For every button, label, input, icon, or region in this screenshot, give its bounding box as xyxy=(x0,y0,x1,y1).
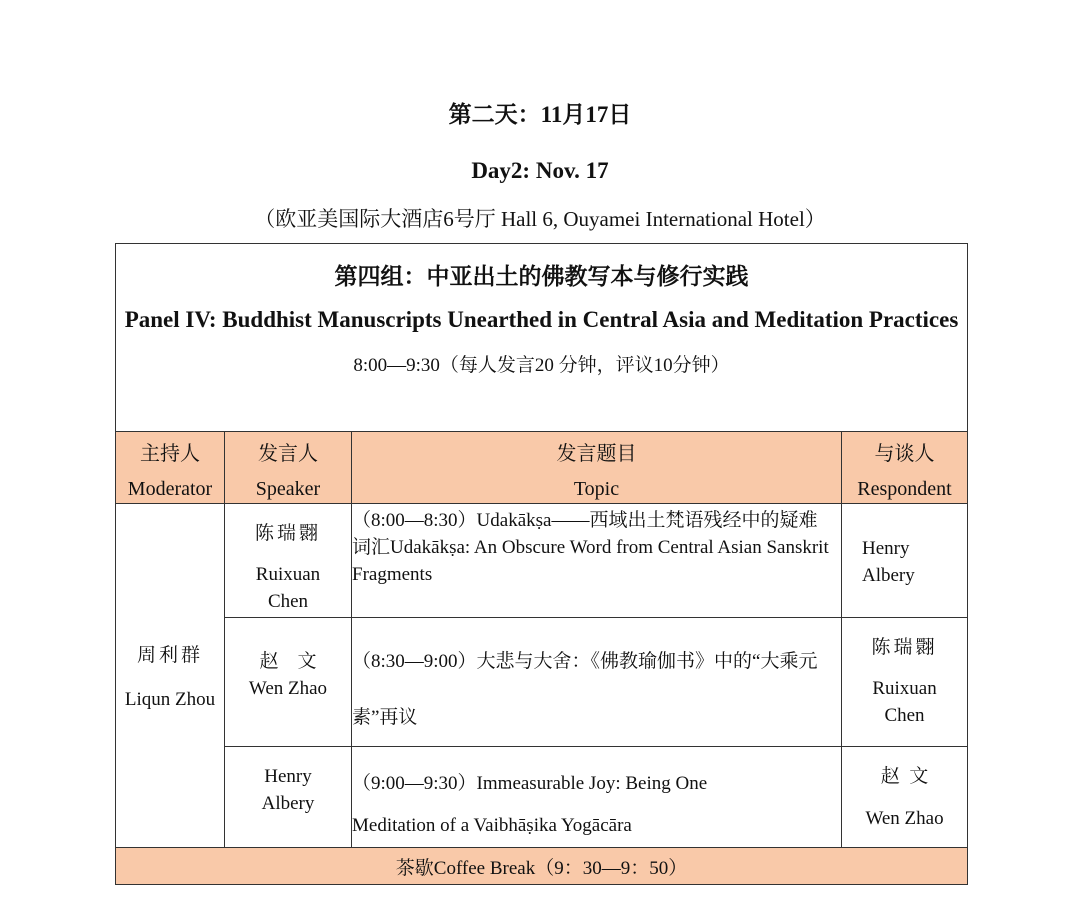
topic-text: （8:00—8:30）Udakākṣa——西域出土梵语残经中的疑难词汇Udakākṣa: An Obscure Word from Central Asian Sanskrit Fragments xyxy=(352,510,829,585)
col-label-en: Respondent xyxy=(857,478,952,500)
panel-title-cn: 第四组：中亚出土的佛教写本与修行实践 xyxy=(334,264,749,289)
respondent-name-en: Henry Albery xyxy=(862,538,915,586)
moderator-name-en: Liqun Zhou xyxy=(124,689,216,710)
col-label-en: Moderator xyxy=(127,478,213,500)
table-row xyxy=(116,747,968,848)
respondent-cell xyxy=(842,504,968,618)
coffee-break: 茶歇Coffee Break（9：30—9：50） xyxy=(116,848,968,885)
col-respondent xyxy=(842,432,968,504)
table-row xyxy=(116,618,968,747)
respondent-cell xyxy=(842,747,968,848)
panel-header xyxy=(116,244,968,432)
respondent-name-cn: 赵 文 xyxy=(880,766,929,787)
topic-cell xyxy=(352,504,842,618)
speaker-cell xyxy=(225,618,352,747)
respondent-name-en: Ruixuan Chen xyxy=(872,678,937,726)
col-label-en: Speaker xyxy=(255,478,321,500)
col-speaker xyxy=(225,432,352,504)
col-label-cn: 主持人 xyxy=(140,443,200,465)
speaker-cell xyxy=(225,504,352,618)
topic-text: （9:00—9:30）Immeasurable Joy: Being One Meditation of a Vaibhāṣika Yogācāra xyxy=(352,773,708,836)
col-label-cn: 与谈人 xyxy=(874,443,935,465)
schedule-table xyxy=(115,243,968,885)
moderator-cell xyxy=(116,504,225,848)
moderator-name-cn: 周利群 xyxy=(136,645,203,666)
column-header-row xyxy=(116,432,968,504)
col-topic xyxy=(352,432,842,504)
col-label-en: Topic xyxy=(573,478,620,500)
respondent-cell xyxy=(842,618,968,747)
speaker-name-en: Henry Albery xyxy=(261,766,315,814)
speaker-cell xyxy=(225,747,352,848)
panel-time: 8:00—9:30（每人发言20 分钟，评议10分钟） xyxy=(353,355,730,376)
col-moderator xyxy=(116,432,225,504)
day-title-en: Day2: Nov. 17 xyxy=(471,158,609,183)
speaker-name-cn: 陈瑞翾 xyxy=(254,523,321,544)
topic-text: （8:30—9:00）大悲与大舍：《佛教瑜伽书》中的“大乘元素”再议 xyxy=(352,651,818,728)
day-title-cn: 第二天：11月17日 xyxy=(448,102,632,127)
speaker-name-cn: 赵 文 xyxy=(259,651,317,672)
coffee-break-row xyxy=(116,848,968,885)
respondent-name-en: Wen Zhao xyxy=(865,808,944,829)
col-label-cn: 发言题目 xyxy=(556,443,637,465)
speaker-name-en: Wen Zhao xyxy=(248,678,328,699)
speaker-name-en: Ruixuan Chen xyxy=(255,564,321,612)
topic-cell xyxy=(352,747,842,848)
topic-cell xyxy=(352,618,842,747)
venue-line: （欧亚美国际大酒店6号厅 Hall 6, Ouyamei International Hotel） xyxy=(254,207,826,231)
col-label-cn: 发言人 xyxy=(258,443,318,465)
respondent-name-cn: 陈瑞翾 xyxy=(871,637,938,658)
panel-title-en: Panel IV: Buddhist Manuscripts Unearthed in Central Asia and Meditation Practices xyxy=(124,307,959,332)
table-row xyxy=(116,504,968,618)
